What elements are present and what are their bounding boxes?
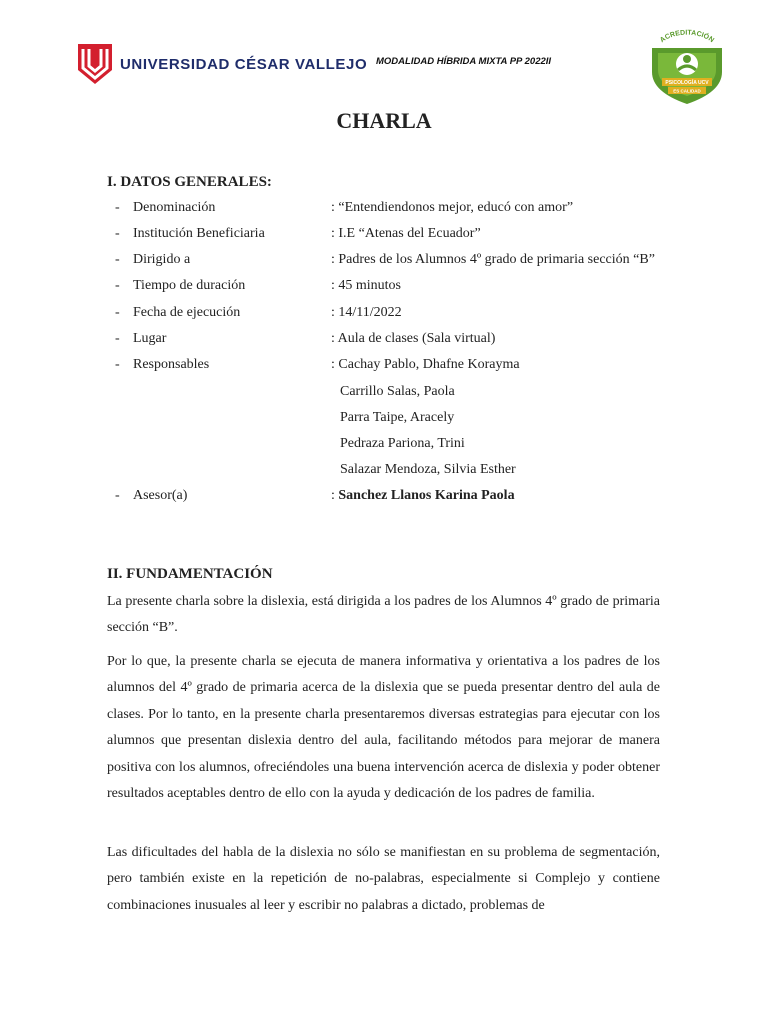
responsable-name: Parra Taipe, Aracely — [340, 410, 455, 425]
row-value: : 14/11/2022 — [331, 305, 402, 320]
badge-line2: ES CALIDAD — [673, 88, 701, 94]
row-dash: - — [115, 331, 120, 346]
row-label: Dirigido a — [133, 252, 191, 267]
row-dash: - — [115, 226, 120, 241]
row-dash: - — [115, 200, 120, 215]
row-label: Denominación — [133, 200, 216, 215]
paragraph: Las dificultades del habla de la dislexia no sólo se manifiestan en su problema de segmentación, pero también existe en la repetición de no-palabras, especialmente si Complejo y contiene combinaciones inusuales al leer y escribir no palabras a dictado, problemas de — [107, 845, 660, 913]
asesor-colon: : — [331, 488, 335, 503]
row-label: Lugar — [133, 331, 167, 346]
row-value: : Aula de clases (Sala virtual) — [331, 331, 496, 346]
ucv-logo — [78, 44, 367, 84]
row-label: Responsables — [133, 357, 210, 372]
ucv-shield-icon — [78, 44, 112, 84]
row-value: : Cachay Pablo, Dhafne Korayma — [331, 357, 520, 372]
badge-top-text: ACREDITACIÓN — [658, 29, 716, 45]
row-dash: - — [115, 278, 120, 293]
svg-text:ACREDITACIÓN — [659, 30, 715, 45]
accreditation-badge — [648, 26, 726, 104]
row-label: Tiempo de duración — [133, 278, 246, 293]
responsable-name: Salazar Mendoza, Silvia Esther — [340, 462, 516, 477]
row-value: : Padres de los Alumnos 4º grado de primaria sección “B” — [331, 252, 655, 267]
row-label: Fecha de ejecución — [133, 305, 241, 320]
section-1-title: I. DATOS GENERALES: — [107, 174, 272, 190]
asesor-name: Sanchez Llanos Karina Paola — [338, 488, 515, 503]
modality-label: MODALIDAD HÍBRIDA MIXTA PP 2022II — [376, 56, 552, 67]
document-title: CHARLA — [336, 108, 432, 133]
row-dash: - — [115, 488, 120, 503]
asesor-value — [331, 488, 515, 504]
row-dash: - — [115, 252, 120, 267]
paragraph: Por lo que, la presente charla se ejecuta de manera informativa y orientativa a los padres de los alumnos del 4º grado de primaria acerca de la dislexia que se pueda presentar dentro del aula de clases. Por lo tanto, en la presente charla presentaremos diversas estrategias para ejecutar con los alumnos que presentan dislexia dentro del aula, facilitando métodos para mejorar de manera positiva con los alumnos, ofreciéndoles una buena intervención acerca de dislexia y poder obtener resultados aceptables dentro de ello con la ayuda y dedicación de los padres de familia. — [107, 654, 660, 802]
row-value: : 45 minutos — [331, 278, 402, 293]
paragraph: La presente charla sobre la dislexia, está dirigida a los padres de los Alumnos 4º grado de primaria sección “B”. — [107, 594, 660, 636]
row-value: : I.E “Atenas del Ecuador” — [331, 226, 481, 241]
row-value: : “Entendiendonos mejor, educó con amor” — [331, 200, 574, 215]
row-dash: - — [115, 357, 120, 372]
section-2-title: II. FUNDAMENTACIÓN — [107, 566, 273, 582]
row-dash: - — [115, 305, 120, 320]
badge-line1: PSICOLOGÍA UCV — [665, 80, 709, 86]
row-label: Asesor(a) — [133, 488, 188, 503]
responsable-name: Pedraza Pariona, Trini — [340, 436, 465, 451]
university-name: UNIVERSIDAD CÉSAR VALLEJO — [120, 55, 368, 73]
page-header — [0, 0, 768, 110]
row-label: Institución Beneficiaria — [133, 226, 265, 241]
responsable-name: Carrillo Salas, Paola — [340, 384, 455, 399]
